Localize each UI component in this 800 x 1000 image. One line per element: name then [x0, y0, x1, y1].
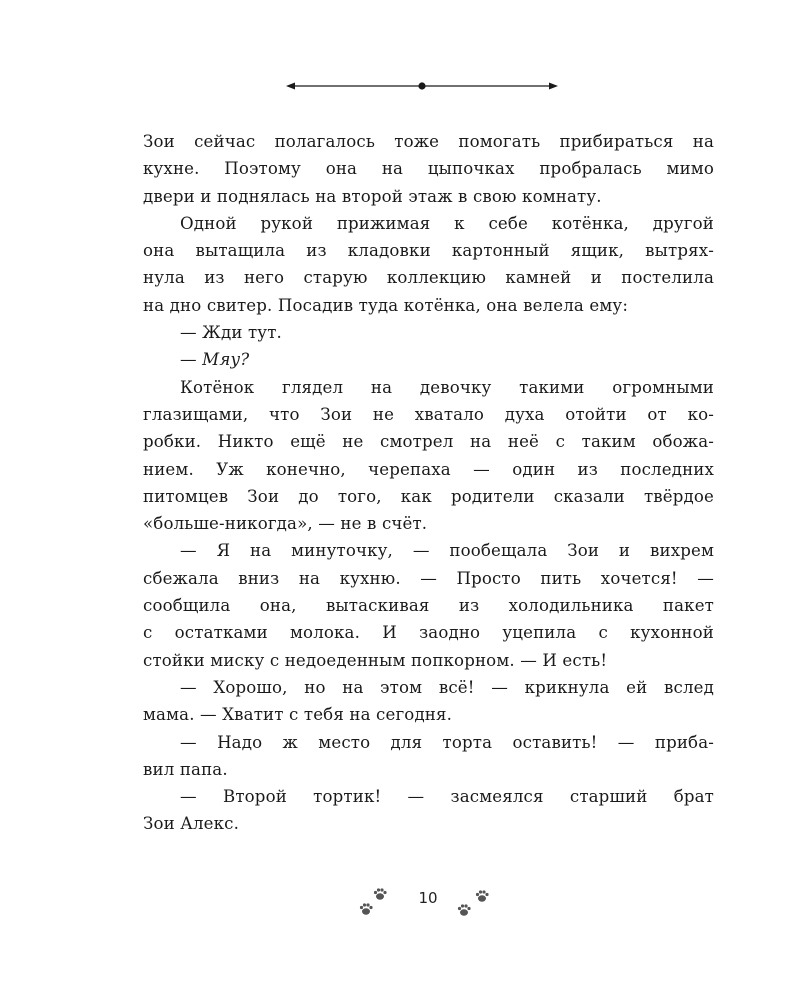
- dialogue-line-meow: [143, 346, 714, 373]
- text-line: Зои сейчас полагалось тоже помогать прибираться на: [143, 132, 714, 151]
- text-line: питомцев Зои до того, как родители сказали твёрдое: [143, 486, 714, 506]
- dialogue-line-wait: — Жди тут.: [180, 323, 282, 343]
- text-line: «больше-никогда», — не в счёт.: [143, 514, 428, 534]
- text-line: двери и поднялась на второй этаж в свою комнату.: [143, 186, 602, 206]
- text-line: робки. Никто ещё не смотрел на неё с таким обожа-: [143, 432, 714, 452]
- text-line: вил папа.: [143, 759, 228, 779]
- text-line: глазищами, что Зои не хватало духа отойти от ко-: [143, 404, 714, 424]
- text-line: сообщила она, вытаскивая из холодильника пакет: [143, 596, 714, 616]
- paw-print-icon: [372, 886, 388, 902]
- text-line: с остатками молока. И заодно уцепила с кухонной: [143, 623, 714, 643]
- arrow-divider-icon: [286, 79, 558, 93]
- text-line: сбежала вниз на кухню. — Просто пить хочется! —: [143, 568, 714, 588]
- dialogue-dash: —: [180, 350, 203, 370]
- text-part-1: [143, 128, 714, 319]
- text-line: нула из него старую коллекцию камней и постелила: [143, 268, 714, 288]
- text-line: — Хорошо, но на этом всё! — крикнула ей вслед: [180, 677, 714, 697]
- paw-print-icon: [456, 902, 472, 918]
- text-line: Одной рукой прижимая к себе котёнка, другой: [180, 213, 714, 233]
- text-line: стойки миску с недоеденным попкорном. — И есть!: [143, 650, 608, 670]
- text-line: — Надо ж место для торта оставить! — приба-: [180, 732, 714, 752]
- text-line: — Второй тортик! — засмеялся старший брат: [180, 787, 714, 807]
- text-line: на дно свитер. Посадив туда котёнка, она велела ему:: [143, 295, 629, 315]
- text-line: мама. — Хватит с тебя на сегодня.: [143, 705, 453, 725]
- text-line: Котёнок глядел на девочку такими огромными: [180, 377, 714, 397]
- page-number: 10: [418, 889, 438, 907]
- paw-print-icon: [474, 888, 490, 904]
- text-part-2: [143, 374, 714, 838]
- text-line: она вытащила из кладовки картонный ящик, вытрях-: [143, 241, 714, 261]
- text-line: Зои Алекс.: [143, 814, 240, 834]
- book-text: [143, 128, 714, 838]
- text-line: нием. Уж конечно, черепаха — один из последних: [143, 459, 714, 479]
- meow-italic: Мяу?: [202, 350, 250, 370]
- text-line: кухне. Поэтому она на цыпочках пробралась мимо: [143, 159, 714, 179]
- text-line: — Я на минуточку, — пообещала Зои и вихрем: [180, 541, 714, 561]
- page-footer: [350, 885, 500, 920]
- paw-print-icon: [358, 901, 374, 917]
